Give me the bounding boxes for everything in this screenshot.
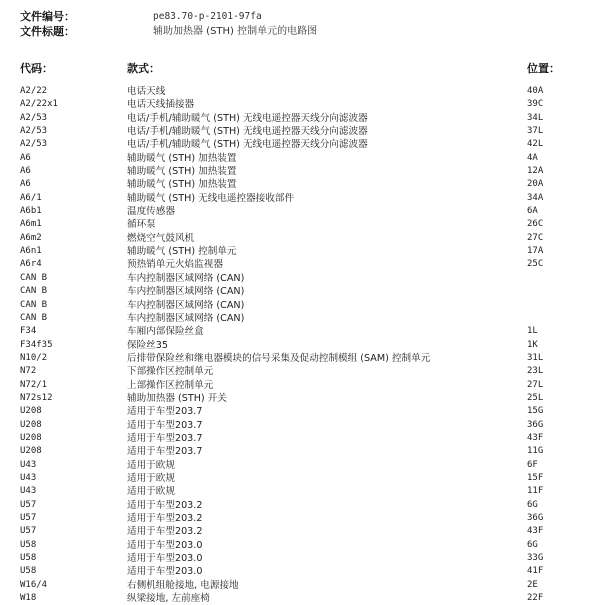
position-cell: 1L <box>527 326 538 337</box>
code-cell: N72/1 <box>20 379 48 390</box>
document-number-label: 文件编号： <box>20 10 75 23</box>
code-cell: U43 <box>20 486 37 497</box>
code-cell: CAN B <box>20 272 48 283</box>
description-cell: 电话天线插接器 <box>127 99 195 111</box>
list-item <box>0 352 605 365</box>
position-cell: 34A <box>527 192 544 203</box>
code-cell: W18 <box>20 593 37 604</box>
list-item <box>0 565 605 578</box>
position-cell: 25C <box>527 259 544 270</box>
list-item <box>0 592 605 605</box>
position-cell: 22F <box>527 593 544 604</box>
code-cell: U57 <box>20 526 37 537</box>
list-item <box>0 192 605 205</box>
code-cell: U43 <box>20 459 37 470</box>
code-cell: A2/53 <box>20 139 48 150</box>
document-title-label: 文件标题： <box>20 25 75 38</box>
position-cell: 6G <box>527 539 538 550</box>
description-cell: 温度传感器 <box>127 206 175 218</box>
description-cell: 适用于欧规 <box>127 486 175 498</box>
component-list <box>0 85 605 605</box>
position-cell: 25L <box>527 392 544 403</box>
list-item <box>0 165 605 178</box>
list-item <box>0 218 605 231</box>
list-item <box>0 205 605 218</box>
list-item <box>0 512 605 525</box>
position-cell: 36G <box>527 513 544 523</box>
code-cell: A6 <box>20 152 31 163</box>
description-cell: 适用于欧规 <box>127 472 175 484</box>
code-cell: A6/1 <box>20 192 42 203</box>
list-item <box>0 138 605 151</box>
description-cell: 车内控制器区域网络 (CAN) <box>127 272 245 284</box>
description-cell: 车厢内部保险丝盒 <box>127 326 204 338</box>
list-item <box>0 152 605 165</box>
description-cell: 预热销单元火焰监视器 <box>127 259 223 271</box>
description-cell: 辅助暖气 (STH) 控制单元 <box>127 246 237 258</box>
code-cell: F34f35 <box>20 339 53 350</box>
code-cell: U57 <box>20 513 37 523</box>
position-cell: 39C <box>527 99 544 110</box>
code-cell: U208 <box>20 419 42 430</box>
description-cell: 适用于车型203.0 <box>127 566 203 578</box>
list-item <box>0 339 605 352</box>
description-cell: 适用于车型203.2 <box>127 513 203 524</box>
list-item <box>0 178 605 191</box>
position-cell: 4A <box>527 152 538 163</box>
list-item <box>0 365 605 378</box>
position-cell: 15G <box>527 406 544 417</box>
list-item <box>0 325 605 338</box>
description-cell: 电话/手机/辅助暖气 (STH) 无线电遥控器天线分向滤波器 <box>127 126 368 138</box>
list-item <box>0 485 605 498</box>
description-cell: 电话/手机/辅助暖气 (STH) 无线电遥控器天线分向滤波器 <box>127 139 368 151</box>
code-cell: F34 <box>20 326 37 337</box>
description-cell: 纵梁接地, 左前座椅 <box>127 593 210 605</box>
description-cell: 适用于车型203.2 <box>127 499 203 511</box>
code-cell: A6 <box>20 166 31 177</box>
position-cell: 37L <box>527 126 544 137</box>
description-cell: 右侧机组舱接地, 电源接地 <box>127 579 239 591</box>
code-cell: U208 <box>20 406 42 417</box>
list-item <box>0 405 605 418</box>
description-cell: 循环泵 <box>127 219 156 231</box>
description-cell: 适用于车型203.0 <box>127 553 203 565</box>
description-cell: 上部操作区控制单元 <box>127 379 214 391</box>
description-cell: 保险丝35 <box>127 339 168 351</box>
list-item <box>0 539 605 552</box>
list-item <box>0 272 605 285</box>
description-cell: 电话天线 <box>127 86 166 97</box>
description-cell: 电话/手机/辅助暖气 (STH) 无线电遥控器天线分向滤波器 <box>127 112 368 124</box>
code-cell: A6b1 <box>20 206 42 217</box>
code-cell: U58 <box>20 566 37 577</box>
position-cell: 20A <box>527 179 544 190</box>
code-cell: A6n1 <box>20 246 42 257</box>
description-cell: 辅助暖气 (STH) 加热装置 <box>127 179 237 191</box>
list-item <box>0 432 605 445</box>
description-cell: 辅助暖气 (STH) 加热装置 <box>127 166 237 178</box>
description-cell: 车内控制器区域网络 (CAN) <box>127 299 245 311</box>
code-cell: A6 <box>20 179 31 190</box>
list-item <box>0 525 605 538</box>
list-item <box>0 285 605 298</box>
position-cell: 31L <box>527 352 544 363</box>
column-header-desc: 款式： <box>127 62 160 75</box>
description-cell: 辅助暖气 (STH) 加热装置 <box>127 152 237 164</box>
description-cell: 车内控制器区域网络 (CAN) <box>127 312 245 324</box>
position-cell: 11F <box>527 486 544 497</box>
code-cell: A2/22 <box>20 86 48 96</box>
description-cell: 辅助暖气 (STH) 无线电遥控器接收部件 <box>127 192 295 204</box>
list-item <box>0 499 605 512</box>
list-item <box>0 85 605 98</box>
code-cell: A2/22x1 <box>20 99 58 110</box>
position-cell: 6G <box>527 499 538 510</box>
code-cell: N72 <box>20 366 37 377</box>
position-cell: 27L <box>527 379 544 390</box>
column-header-code: 代码： <box>20 62 53 75</box>
position-cell: 17A <box>527 246 544 257</box>
list-item <box>0 299 605 312</box>
list-item <box>0 112 605 125</box>
position-cell: 15F <box>527 472 544 483</box>
position-cell: 12A <box>527 166 544 177</box>
list-item <box>0 472 605 485</box>
position-cell: 2E <box>527 579 538 590</box>
list-item <box>0 98 605 111</box>
list-item <box>0 258 605 271</box>
list-item <box>0 445 605 458</box>
code-cell: U43 <box>20 472 37 483</box>
position-cell: 1K <box>527 339 538 350</box>
list-item <box>0 579 605 592</box>
description-cell: 适用于欧规 <box>127 459 175 471</box>
code-cell: CAN B <box>20 312 48 323</box>
position-cell: 23L <box>527 366 544 377</box>
list-item <box>0 552 605 565</box>
code-cell: A2/53 <box>20 112 48 123</box>
list-item <box>0 419 605 432</box>
list-item <box>0 125 605 138</box>
column-header-position: 位置： <box>527 62 560 75</box>
description-cell: 适用于车型203.7 <box>127 446 203 458</box>
description-cell: 车内控制器区域网络 (CAN) <box>127 286 245 298</box>
description-cell: 适用于车型203.7 <box>127 432 203 444</box>
list-item <box>0 312 605 325</box>
list-item <box>0 379 605 392</box>
code-cell: CAN B <box>20 286 48 297</box>
code-cell: A6m2 <box>20 232 42 243</box>
description-cell: 适用于车型203.2 <box>127 526 203 538</box>
position-cell: 6A <box>527 206 538 217</box>
position-cell: 40A <box>527 86 544 96</box>
position-cell: 33G <box>527 553 544 564</box>
description-cell: 适用于车型203.7 <box>127 406 203 418</box>
list-item <box>0 459 605 472</box>
description-cell: 辅助加热器 (STH) 开关 <box>127 392 227 404</box>
position-cell: 34L <box>527 112 544 123</box>
code-cell: A6m1 <box>20 219 42 230</box>
document-number-row <box>20 10 262 24</box>
description-cell: 后排带保险丝和继电器模块的信号采集及促动控制模组 (SAM) 控制单元 <box>127 352 431 364</box>
document-title-row <box>20 25 318 39</box>
description-cell: 燃烧空气鼓风机 <box>127 232 195 244</box>
code-cell: A2/53 <box>20 126 48 137</box>
position-cell: 43F <box>527 432 544 443</box>
code-cell: U208 <box>20 432 42 443</box>
description-cell: 下部操作区控制单元 <box>127 366 214 378</box>
list-item <box>0 392 605 405</box>
description-cell: 适用于车型203.7 <box>127 419 203 431</box>
code-cell: U58 <box>20 539 37 550</box>
code-cell: N72s12 <box>20 392 53 403</box>
position-cell: 42L <box>527 139 544 150</box>
code-cell: U58 <box>20 553 37 564</box>
code-cell: U57 <box>20 499 37 510</box>
list-item <box>0 232 605 245</box>
code-cell: A6r4 <box>20 259 42 270</box>
list-item <box>0 245 605 258</box>
document-number-value: pe83.70-p-2101-97fa <box>153 11 262 22</box>
code-cell: W16/4 <box>20 579 48 590</box>
position-cell: 26C <box>527 219 544 230</box>
position-cell: 36G <box>527 419 544 430</box>
description-cell: 适用于车型203.0 <box>127 539 203 551</box>
position-cell: 6F <box>527 459 538 470</box>
code-cell: N10/2 <box>20 352 48 363</box>
position-cell: 43F <box>527 526 544 537</box>
position-cell: 11G <box>527 446 544 457</box>
document-title-value: 辅助加热器 (STH) 控制单元的电路图 <box>153 26 318 37</box>
position-cell: 27C <box>527 232 544 243</box>
position-cell: 41F <box>527 566 544 577</box>
code-cell: CAN B <box>20 299 48 310</box>
code-cell: U208 <box>20 446 42 457</box>
